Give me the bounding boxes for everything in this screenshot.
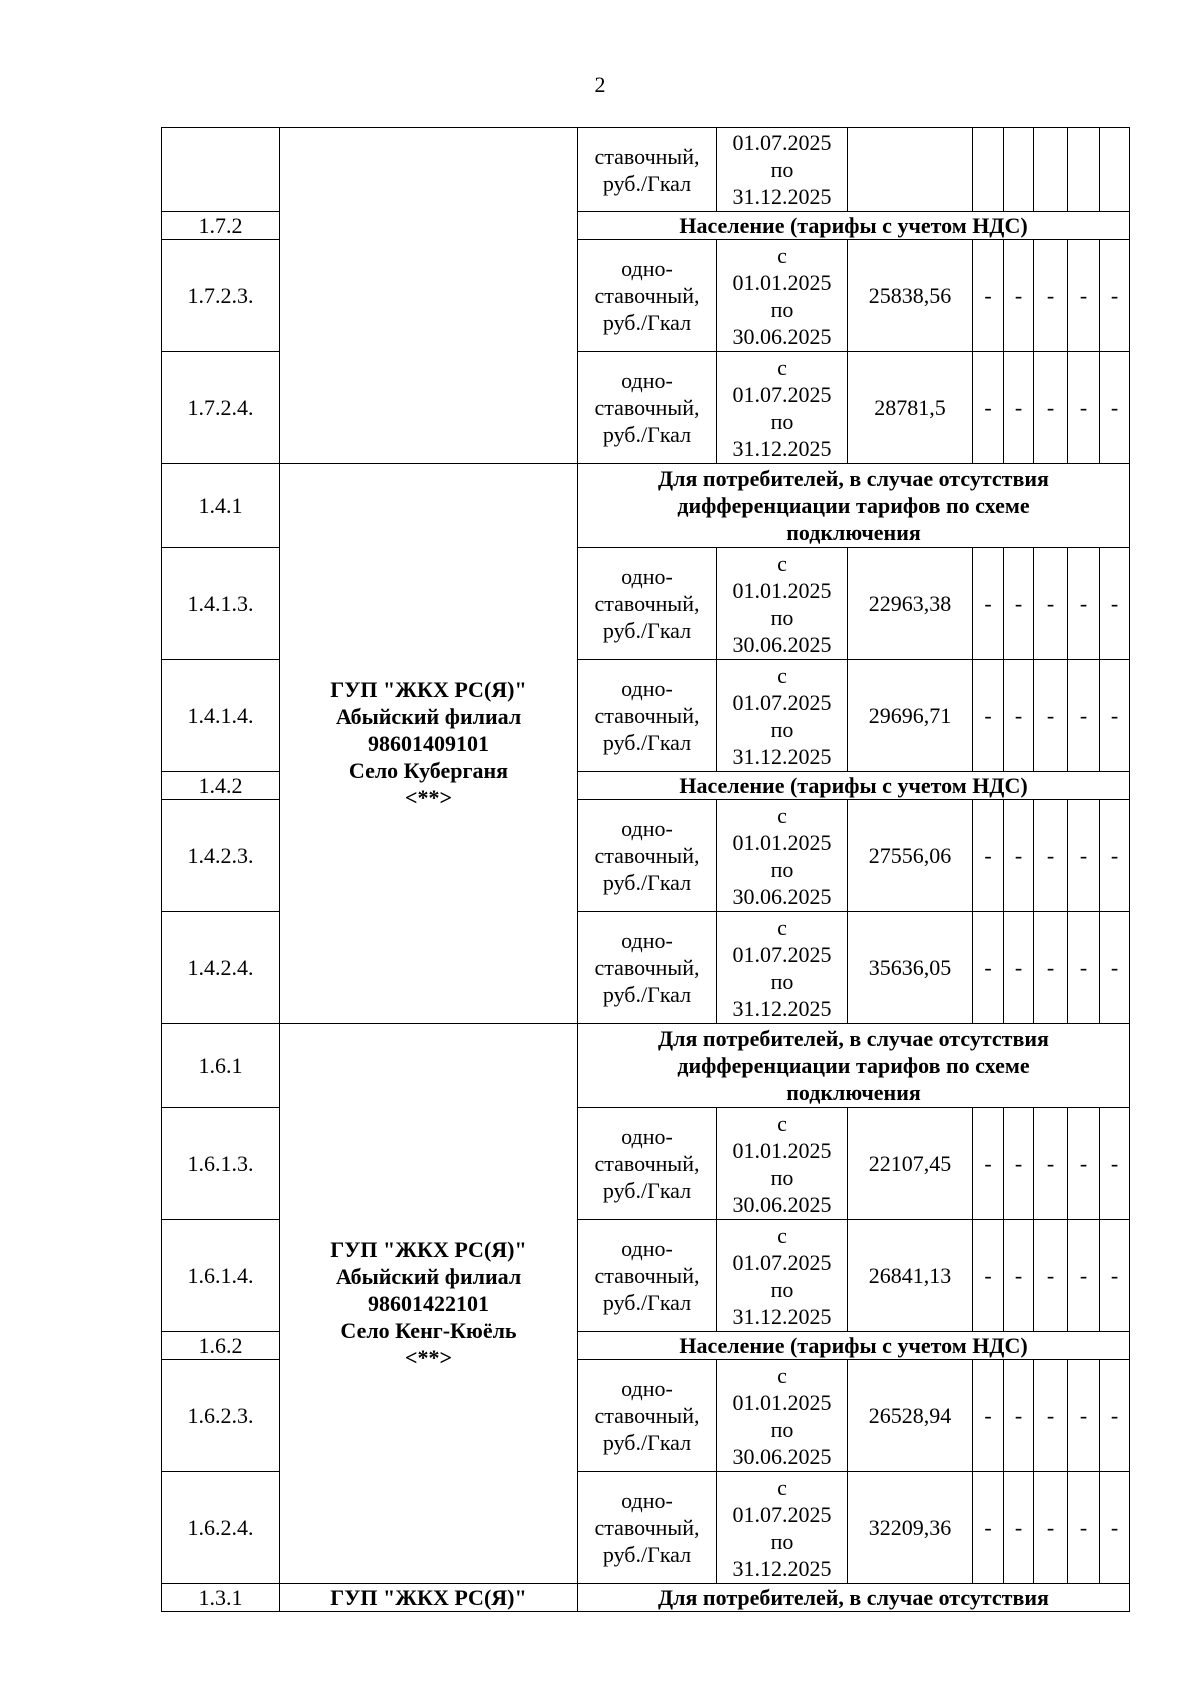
text-line: подключения <box>786 1080 921 1105</box>
text-line: 01.01.2025 <box>732 1137 832 1163</box>
tariff-type <box>578 660 717 772</box>
dash-cell: - <box>1034 660 1068 772</box>
tariff-period <box>717 1108 848 1220</box>
text-line: одно- <box>621 256 673 281</box>
group-header <box>578 1584 1130 1612</box>
row-code: 1.6.2.3. <box>162 1360 280 1472</box>
row-code: 1.6.1 <box>162 1024 280 1108</box>
dash-cell: - <box>973 1360 1004 1472</box>
text-line: Для потребителей, в случае отсутствия <box>658 466 1049 491</box>
text-line: с <box>777 802 787 828</box>
text-line: <**> <box>404 785 453 810</box>
dash-cell: - <box>1034 548 1068 660</box>
text-line: с <box>777 1474 787 1500</box>
tariff-period <box>717 800 848 912</box>
row-code: 1.3.1 <box>162 1584 280 1612</box>
text-line: с <box>777 914 787 940</box>
text-line: ГУП "ЖКХ РС(Я)" <box>330 677 527 702</box>
tariff-period <box>717 240 848 352</box>
dash-cell: - <box>1034 1220 1068 1332</box>
dash-cell: - <box>1004 1360 1034 1472</box>
text-line: руб./Гкал <box>602 310 692 335</box>
text-line: по <box>770 157 794 182</box>
tariff-type <box>578 240 717 352</box>
dash-cell: - <box>973 1220 1004 1332</box>
text-line: одно- <box>621 816 673 841</box>
dash-cell: - <box>1100 1360 1130 1472</box>
text-line: 01.07.2025 <box>732 1249 832 1275</box>
text-line: с <box>777 662 787 688</box>
tariff-value: 29696,71 <box>848 660 973 772</box>
row-code: 1.6.2.4. <box>162 1472 280 1584</box>
dash-cell: - <box>973 800 1004 912</box>
tariff-period <box>717 548 848 660</box>
tariff-type <box>578 1108 717 1220</box>
tariff-period <box>717 352 848 464</box>
group-header <box>578 772 1130 800</box>
dash-cell: - <box>1068 1472 1100 1584</box>
text-line: одно- <box>621 928 673 953</box>
dash-cell: - <box>1004 800 1034 912</box>
text-line: одно- <box>621 1124 673 1149</box>
tariff-table <box>161 127 1130 1612</box>
dash-cell <box>1100 128 1130 212</box>
tariff-type <box>578 352 717 464</box>
dash-cell: - <box>973 912 1004 1024</box>
dash-cell: - <box>1100 660 1130 772</box>
row-code: 1.4.2.4. <box>162 912 280 1024</box>
text-line: руб./Гкал <box>602 982 692 1007</box>
text-line: по <box>770 296 794 322</box>
text-line: 30.06.2025 <box>732 883 832 909</box>
tariff-value: 22963,38 <box>848 548 973 660</box>
text-line: с <box>777 354 787 380</box>
organization-cell <box>280 1584 578 1612</box>
dash-cell: - <box>1034 1108 1068 1220</box>
dash-cell: - <box>1004 1220 1034 1332</box>
text-line: руб./Гкал <box>602 1542 692 1567</box>
text-line: ставочный, <box>594 1403 700 1428</box>
text-line: ставочный, <box>594 955 700 980</box>
tariff-value: 32209,36 <box>848 1472 973 1584</box>
dash-cell: - <box>1034 1360 1068 1472</box>
tariff-type <box>578 1220 717 1332</box>
group-header <box>578 464 1130 548</box>
tariff-type <box>578 800 717 912</box>
text-line: Село Кенг-Кюёль <box>340 1318 517 1343</box>
text-line: ставочный, <box>594 591 700 616</box>
row-code <box>162 128 280 212</box>
organization-cell <box>280 464 578 1024</box>
text-line: руб./Гкал <box>602 1430 692 1455</box>
text-line: подключения <box>786 520 921 545</box>
text-line: ставочный, <box>594 703 700 728</box>
organization-cell <box>280 1024 578 1584</box>
text-line: руб./Гкал <box>602 170 692 196</box>
text-line: одно- <box>621 1488 673 1513</box>
text-line: руб./Гкал <box>602 1290 692 1315</box>
dash-cell: - <box>1004 1472 1034 1584</box>
tariff-period <box>717 1360 848 1472</box>
dash-cell <box>1034 128 1068 212</box>
text-line: 31.12.2025 <box>732 1555 832 1581</box>
text-line: одно- <box>621 676 673 701</box>
text-line: по <box>770 604 794 630</box>
text-line: дифференциации тарифов по схеме <box>677 493 1030 518</box>
text-line: 01.01.2025 <box>732 1389 832 1415</box>
dash-cell: - <box>1100 800 1130 912</box>
dash-cell: - <box>1068 912 1100 1024</box>
dash-cell: - <box>1068 660 1100 772</box>
row-code: 1.4.1.3. <box>162 548 280 660</box>
row-code: 1.4.2.3. <box>162 800 280 912</box>
text-line: с <box>777 550 787 576</box>
text-line: по <box>770 716 794 742</box>
dash-cell: - <box>1004 1108 1034 1220</box>
text-line: 01.07.2025 <box>732 1501 832 1527</box>
dash-cell: - <box>1004 352 1034 464</box>
text-line: Для потребителей, в случае отсутствия <box>658 1026 1049 1051</box>
dash-cell: - <box>973 548 1004 660</box>
text-line: ГУП "ЖКХ РС(Я)" <box>330 1237 527 1262</box>
text-line: Население (тарифы с учетом НДС) <box>679 773 1028 798</box>
organization-cell <box>280 128 578 464</box>
tariff-period <box>717 912 848 1024</box>
dash-cell: - <box>1004 912 1034 1024</box>
row-code: 1.6.1.3. <box>162 1108 280 1220</box>
group-row <box>162 1584 1130 1612</box>
text-line: по <box>770 1276 794 1302</box>
text-line: по <box>770 408 794 434</box>
text-line: 31.12.2025 <box>732 435 832 461</box>
dash-cell: - <box>973 660 1004 772</box>
text-line: Население (тарифы с учетом НДС) <box>679 1333 1028 1358</box>
group-row <box>162 464 1130 548</box>
row-code: 1.7.2.4. <box>162 352 280 464</box>
text-line: по <box>770 1164 794 1190</box>
group-header <box>578 1332 1130 1360</box>
tariff-type <box>578 1360 717 1472</box>
text-line: Для потребителей, в случае отсутствия <box>658 1585 1049 1610</box>
tariff-period <box>717 128 848 212</box>
text-line: руб./Гкал <box>602 422 692 447</box>
tariff-value: 28781,5 <box>848 352 973 464</box>
text-line: одно- <box>621 564 673 589</box>
tariff-value: 27556,06 <box>848 800 973 912</box>
text-line: Население (тарифы с учетом НДС) <box>679 213 1028 238</box>
tariff-type <box>578 1472 717 1584</box>
row-code: 1.4.2 <box>162 772 280 800</box>
text-line: по <box>770 856 794 882</box>
text-line: 98601422101 <box>368 1291 489 1316</box>
dash-cell: - <box>1100 240 1130 352</box>
dash-cell: - <box>1034 1472 1068 1584</box>
dash-cell: - <box>1068 1360 1100 1472</box>
dash-cell: - <box>1100 1220 1130 1332</box>
text-line: 31.12.2025 <box>732 743 832 769</box>
text-line: 31.12.2025 <box>732 995 832 1021</box>
text-line: 01.07.2025 <box>732 381 832 407</box>
text-line: одно- <box>621 1376 673 1401</box>
text-line: Абыйский филиал <box>335 1264 522 1289</box>
text-line: по <box>770 1416 794 1442</box>
text-line: с <box>777 1110 787 1136</box>
text-line: ставочный, <box>594 1515 700 1540</box>
text-line: ставочный, <box>594 283 700 308</box>
dash-cell: - <box>1068 1108 1100 1220</box>
text-line: с <box>777 1362 787 1388</box>
dash-cell: - <box>1068 240 1100 352</box>
text-line: дифференциации тарифов по схеме <box>677 1053 1030 1078</box>
text-line: 01.07.2025 <box>732 689 832 715</box>
dash-cell: - <box>1068 548 1100 660</box>
text-line: 31.12.2025 <box>732 184 832 209</box>
text-line: руб./Гкал <box>602 730 692 755</box>
row-code: 1.6.2 <box>162 1332 280 1360</box>
dash-cell: - <box>1100 1472 1130 1584</box>
dash-cell: - <box>973 1108 1004 1220</box>
text-line: <**> <box>404 1345 453 1370</box>
dash-cell: - <box>973 352 1004 464</box>
dash-cell: - <box>1034 800 1068 912</box>
text-line: 98601409101 <box>368 731 489 756</box>
dash-cell: - <box>1100 912 1130 1024</box>
group-header <box>578 212 1130 240</box>
text-line: 01.01.2025 <box>732 577 832 603</box>
dash-cell: - <box>1100 1108 1130 1220</box>
text-line: 30.06.2025 <box>732 1443 832 1469</box>
row-code: 1.7.2.3. <box>162 240 280 352</box>
text-line: 30.06.2025 <box>732 631 832 657</box>
text-line: руб./Гкал <box>602 1178 692 1203</box>
dash-cell: - <box>1100 548 1130 660</box>
tariff-table-body <box>162 128 1130 1612</box>
dash-cell: - <box>1068 800 1100 912</box>
tariff-value: 26841,13 <box>848 1220 973 1332</box>
dash-cell: - <box>1004 240 1034 352</box>
dash-cell: - <box>1100 352 1130 464</box>
text-line: 31.12.2025 <box>732 1303 832 1329</box>
text-line: 30.06.2025 <box>732 1191 832 1217</box>
dash-cell: - <box>1034 240 1068 352</box>
text-line: руб./Гкал <box>602 870 692 895</box>
text-line: 01.01.2025 <box>732 829 832 855</box>
dash-cell: - <box>1034 912 1068 1024</box>
text-line: Абыйский филиал <box>335 704 522 729</box>
text-line: 01.01.2025 <box>732 269 832 295</box>
text-line: 01.07.2025 <box>732 130 832 155</box>
tariff-value: 35636,05 <box>848 912 973 1024</box>
dash-cell <box>973 128 1004 212</box>
tariff-type <box>578 548 717 660</box>
text-line: 30.06.2025 <box>732 323 832 349</box>
text-line: с <box>777 1222 787 1248</box>
text-line: ставочный, <box>594 143 700 169</box>
text-line: Село Куберганя <box>348 758 509 783</box>
text-line: по <box>770 1528 794 1554</box>
row-code: 1.4.1.4. <box>162 660 280 772</box>
text-line: по <box>770 968 794 994</box>
text-line: одно- <box>621 1236 673 1261</box>
dash-cell: - <box>1034 352 1068 464</box>
dash-cell: - <box>1004 660 1034 772</box>
dash-cell <box>1068 128 1100 212</box>
dash-cell: - <box>1004 548 1034 660</box>
text-line: ставочный, <box>594 843 700 868</box>
page-number: 2 <box>594 72 606 97</box>
dash-cell <box>1004 128 1034 212</box>
row-code: 1.7.2 <box>162 212 280 240</box>
row-code: 1.4.1 <box>162 464 280 548</box>
tariff-period <box>717 1472 848 1584</box>
tariff-value: 26528,94 <box>848 1360 973 1472</box>
row-code: 1.6.1.4. <box>162 1220 280 1332</box>
text-line: руб./Гкал <box>602 618 692 643</box>
tariff-type <box>578 128 717 212</box>
table-row <box>162 128 1130 212</box>
text-line: с <box>777 242 787 268</box>
text-line: ставочный, <box>594 1263 700 1288</box>
dash-cell: - <box>973 1472 1004 1584</box>
dash-cell: - <box>1068 352 1100 464</box>
dash-cell: - <box>973 240 1004 352</box>
text-line: ставочный, <box>594 1151 700 1176</box>
group-row <box>162 1024 1130 1108</box>
text-line: ГУП "ЖКХ РС(Я)" <box>330 1585 527 1610</box>
text-line: ставочный, <box>594 395 700 420</box>
tariff-value: 22107,45 <box>848 1108 973 1220</box>
tariff-type <box>578 912 717 1024</box>
group-header <box>578 1024 1130 1108</box>
tariff-value: 25838,56 <box>848 240 973 352</box>
text-line: одно- <box>621 368 673 393</box>
tariff-value <box>848 128 973 212</box>
dash-cell: - <box>1068 1220 1100 1332</box>
text-line: 01.07.2025 <box>732 941 832 967</box>
tariff-period <box>717 660 848 772</box>
tariff-period <box>717 1220 848 1332</box>
